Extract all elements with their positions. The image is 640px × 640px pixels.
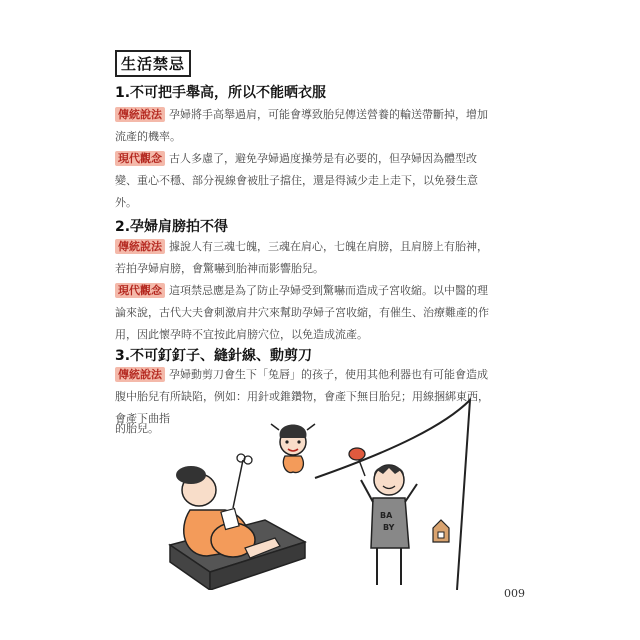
heading-1: 1.不可把手舉高，所以不能晒衣服 (115, 85, 327, 101)
house-sign-icon (433, 520, 449, 542)
page-number: 009 (504, 587, 525, 600)
text-1-traditional: 孕婦將手高舉過肩，可能會導致胎兒傳送營養的輸送帶斷掉，增加流產的機率。 (115, 108, 488, 143)
tag-traditional: 傳統說法 (115, 239, 165, 254)
section-title: 生活禁忌 (115, 50, 191, 77)
baby-figure (271, 424, 315, 473)
text-2-traditional: 據說人有三魂七魄，三魂在肩心，七魄在肩膀，且肩膀上有胎神，若拍孕婦肩膀，會驚嚇到胎神而影響胎兒。 (115, 240, 488, 275)
paragraph-3-continued: 的胎兒。 (115, 422, 159, 435)
boy-figure (349, 448, 417, 585)
shirt-text-bottom: BY (383, 523, 395, 532)
tag-traditional: 傳統說法 (115, 107, 165, 122)
text-2-modern: 這項禁忌應是為了防止孕婦受到驚嚇而造成子宮收縮。以中醫的理論來說，古代大夫會刺激肩井穴來幫助孕婦子宮收縮，有催生、治療難產的作用，因此懷孕時不宜按此肩膀穴位，以免造成流產。 (115, 284, 489, 341)
shirt-text-top: BA (380, 511, 393, 520)
tag-modern: 現代觀念 (115, 283, 165, 298)
heading-3: 3.不可釘釘子、縫針線、動剪刀 (115, 348, 313, 364)
text-1-modern: 古人多慮了，避免孕婦過度操勞是有必要的，但孕婦因為體型改變、重心不穩、部分視線會被肚子擋住，還是得減少走上走下，以免發生意外。 (115, 152, 478, 209)
paragraph-1-modern (115, 148, 495, 214)
paragraph-1-traditional (115, 104, 495, 148)
illustration (115, 380, 525, 590)
paragraph-2-modern (115, 280, 495, 346)
book-page (115, 40, 525, 600)
paragraph-2-traditional (115, 236, 495, 280)
heading-2: 2.孕婦肩膀拍不得 (115, 219, 229, 235)
pregnant-woman-figure (176, 454, 280, 558)
tag-modern: 現代觀念 (115, 151, 165, 166)
text-3-traditional: 孕婦動剪刀會生下「兔唇」的孩子，使用其他利器也有可能會造成腹中胎兒有所缺陷，例如：用針或錐鑽物，會產下無目胎兒；用線捆綁東西，會產下曲指 (115, 368, 489, 425)
tag-traditional: 傳統說法 (115, 367, 165, 382)
